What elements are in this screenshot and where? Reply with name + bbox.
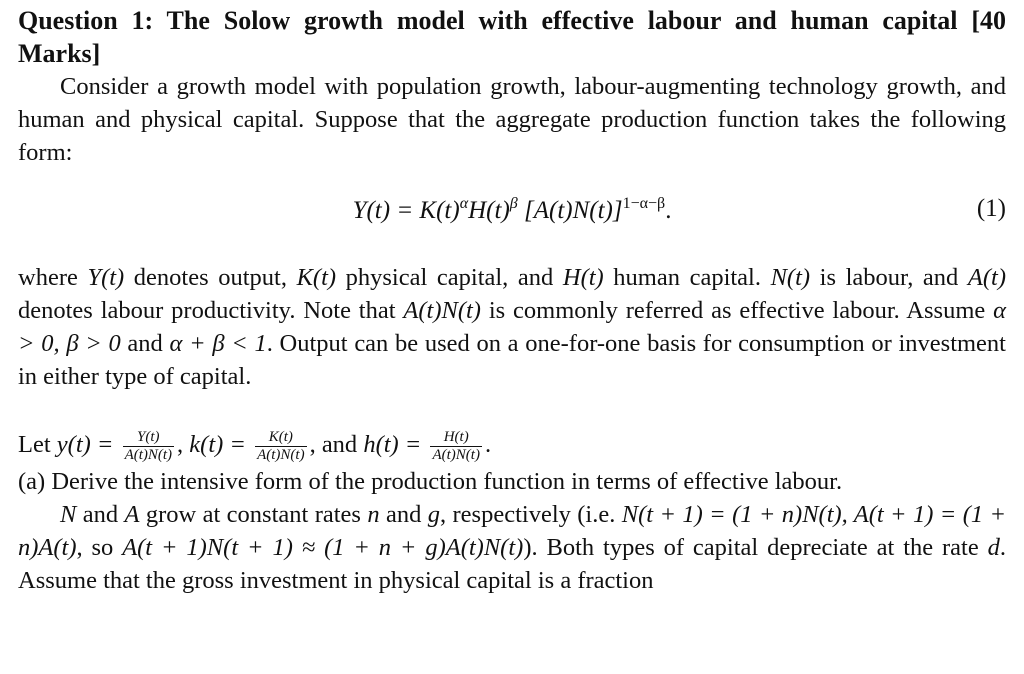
output-symbol: Y(t) xyxy=(87,264,125,291)
population-rate: n xyxy=(367,501,380,528)
productivity-symbol: A(t) xyxy=(967,264,1006,291)
question-heading: Question 1: The Solow growth model with effective labour and human capital [40 Marks] xyxy=(18,6,1006,68)
production-function-equation xyxy=(18,183,1006,247)
per-effective-labour-definitions xyxy=(18,425,1006,465)
physical-capital-symbol: K(t) xyxy=(296,264,337,291)
y-lhs: y(t) = xyxy=(56,431,120,458)
effective-labour-growth: A(t + 1)N(t + 1) ≈ (1 + n + g)A(t)N(t) xyxy=(122,534,524,561)
equation-body xyxy=(18,195,1006,225)
positivity-assumption: α > 0, β > 0 xyxy=(18,297,1006,357)
intro-paragraph: Consider a growth model with population growth, labour-augmenting technology growth, and human and physical capital. Suppose that the aggregate production function takes the following form: xyxy=(18,73,1006,166)
def-text: denotes labour productivity. Note that xyxy=(18,297,404,324)
human-capital-term: H(t) xyxy=(468,197,510,224)
separator: , xyxy=(177,431,190,458)
h-numerator: H(t) xyxy=(443,428,469,445)
k-fraction xyxy=(255,429,306,464)
equation-period: . xyxy=(665,197,672,224)
beta-exponent: β xyxy=(509,195,518,212)
alpha-exponent: α xyxy=(459,195,469,212)
labour-symbol: N(t) xyxy=(770,264,811,291)
y-denominator: A(t)N(t) xyxy=(124,446,173,463)
effective-labour-symbol: A(t)N(t) xyxy=(403,297,481,324)
depreciation-rate: d xyxy=(987,534,1000,561)
growth-text: ). Both types of capital depreciate at the rate xyxy=(523,534,988,561)
technology-rate: g xyxy=(427,501,440,528)
def-text: and xyxy=(120,330,170,357)
technology-var: A xyxy=(124,501,140,528)
question-page xyxy=(0,4,1024,674)
k-denominator: A(t)N(t) xyxy=(257,446,305,463)
let-word: Let xyxy=(18,431,57,458)
h-fraction xyxy=(430,429,481,464)
part-a-question: (a) Derive the intensive form of the production function in terms of effective labour. xyxy=(18,468,843,495)
let-period: . xyxy=(484,431,492,458)
separator: , and xyxy=(309,431,364,458)
human-capital-symbol: H(t) xyxy=(562,264,604,291)
def-text: denotes output, xyxy=(124,264,297,291)
k-lhs: k(t) = xyxy=(189,431,253,458)
growth-laws: N(t + 1) = (1 + n)N(t), A(t + 1) = (1 + n)A(t) xyxy=(18,501,1007,561)
y-fraction xyxy=(123,429,174,464)
definitions-paragraph xyxy=(18,261,1006,393)
equation-number: (1) xyxy=(976,195,1006,222)
def-text: is labour, and xyxy=(810,264,968,291)
growth-text: and xyxy=(379,501,428,528)
sum-assumption: α + β < 1 xyxy=(169,330,267,357)
k-numerator: K(t) xyxy=(268,428,293,445)
growth-text: . Assume that the gross investment in physical capital is a fraction xyxy=(18,534,1006,594)
growth-text: grow at constant rates xyxy=(139,501,368,528)
effective-labour-term: [A(t)N(t)] xyxy=(517,197,623,224)
growth-text: and xyxy=(76,501,125,528)
equation-lhs: Y(t) = K(t) xyxy=(352,197,460,224)
growth-text: , respectively (i.e. xyxy=(440,501,622,528)
growth-paragraph xyxy=(18,498,1006,597)
def-text: physical capital, and xyxy=(336,264,563,291)
def-text: where xyxy=(18,264,88,291)
def-text: is commonly referred as effective labour. Assume xyxy=(480,297,994,324)
labour-var: N xyxy=(60,501,77,528)
def-text: human capital. xyxy=(603,264,771,291)
h-denominator: A(t)N(t) xyxy=(432,446,480,463)
def-text: . Output can be used on a one-for-one basis for consumption or investment in either type of capital. xyxy=(18,330,1006,390)
h-lhs: h(t) = xyxy=(363,431,428,458)
y-numerator: Y(t) xyxy=(137,428,160,445)
growth-text: , so xyxy=(76,534,123,561)
bracket-exponent: 1−α−β xyxy=(622,195,666,212)
